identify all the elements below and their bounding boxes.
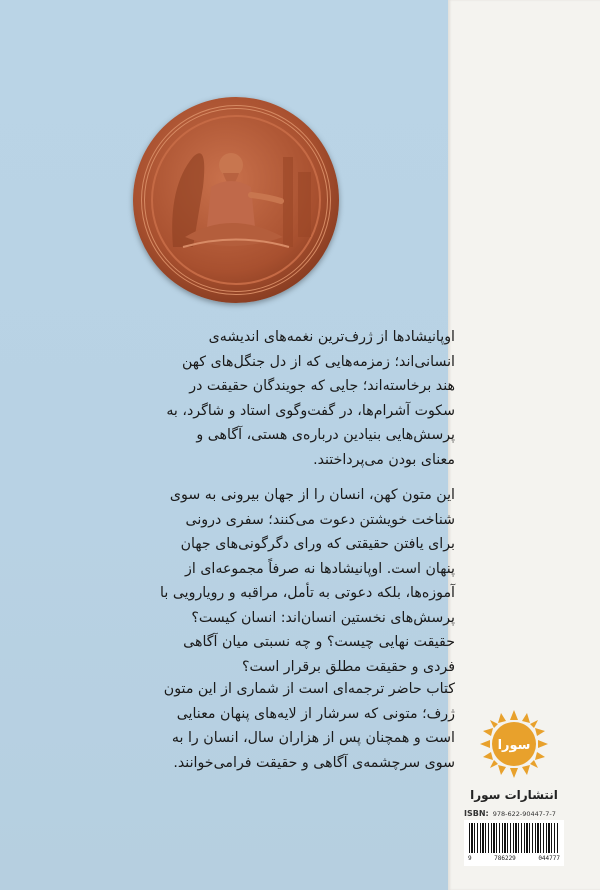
paragraph-middle — [140, 483, 455, 679]
text-line: پرسش‌هایی بنیادین درباره‌ی هستی، آگاهی و — [196, 427, 455, 443]
sura-sun-logo-icon — [480, 710, 548, 778]
text-line: آموزه‌ها، بلکه دعوتی به تأمل، مراقبه و رویارویی با — [160, 585, 455, 601]
barcode-digits — [468, 855, 560, 862]
isbn-number: 978-622-90447-7-7 — [492, 810, 556, 818]
publisher-name: انتشارات سورا — [470, 788, 558, 802]
text-line: برای یافتن حقیقتی که ورای دگرگونی‌های جهان — [180, 536, 455, 552]
barcode-digit-group: 786229 — [494, 855, 516, 862]
text-line: سکوت آشرام‌ها، در گفت‌وگوی استاد و شاگرد، به — [166, 402, 455, 419]
barcode-bars — [469, 823, 559, 853]
text-line: ژرف؛ متونی که سرشار از لایه‌های پنهان معنایی — [176, 705, 455, 722]
isbn-label: ISBN: — [464, 809, 489, 818]
text-line: است و همچنان پس از هزاران سال، انسان را به — [171, 730, 455, 746]
sage-figure-icon — [133, 97, 339, 303]
text-line: اوپانیشادها از ژرف‌ترین نغمه‌های اندیشه‌ی — [208, 329, 455, 345]
paragraph-intro — [140, 325, 455, 472]
text-line: هند برخاسته‌اند؛ جایی که جویندگان حقیقت در — [189, 378, 455, 394]
text-line: کتاب حاضر ترجمه‌ای است از شماری از این متون — [163, 681, 455, 697]
text-line: حقیقت نهایی چیست؟ و چه نسبتی میان آگاهی — [183, 634, 455, 650]
text-line: انسانی‌اند؛ زمزمه‌هایی که از دل جنگل‌های کهن — [181, 353, 455, 370]
barcode-digit-group: 044777 — [538, 855, 560, 862]
isbn-line — [464, 809, 556, 818]
sage-medallion-icon — [133, 97, 339, 303]
text-line: پنهان است. اوپانیشادها نه صرفاً مجموعه‌ای از — [185, 560, 455, 577]
text-line: سوی سرچشمه‌ی آگاهی و حقیقت فرامی‌خوانند. — [173, 754, 455, 771]
text-line: شناخت خویشتن دعوت می‌کنند؛ سفری درونی — [185, 511, 455, 528]
text-line: این متون کهن، انسان را از جهان بیرونی به سوی — [169, 487, 455, 503]
text-line: فردی و حقیقت مطلق برقرار است؟ — [241, 658, 455, 675]
text-line: معنای بودن می‌پرداختند. — [313, 451, 455, 468]
text-line: پرسش‌های نخستین انسان‌اند: انسان کیست؟ — [191, 609, 455, 626]
logo-text: سورا — [497, 738, 531, 753]
paragraph-closing — [140, 677, 455, 775]
barcode-digit-group: 9 — [468, 855, 472, 862]
barcode — [464, 820, 564, 866]
